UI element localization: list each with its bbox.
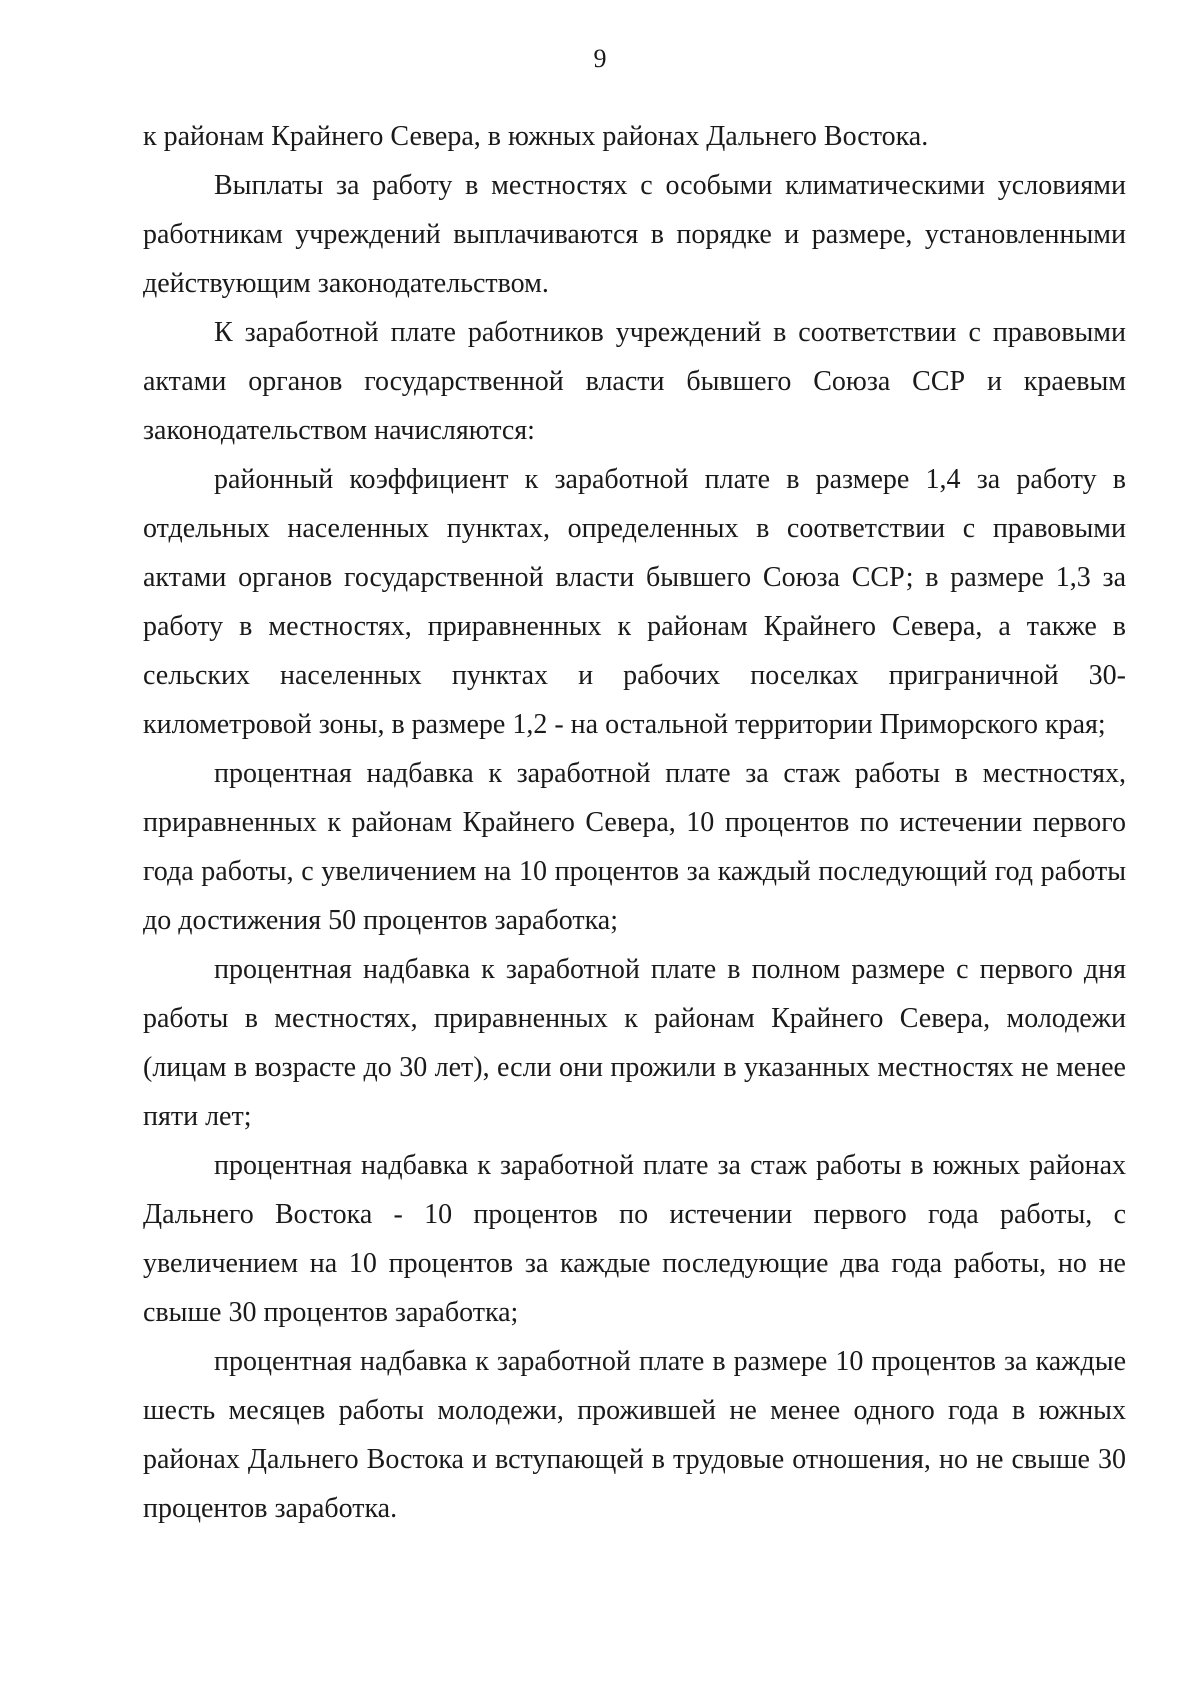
document-body <box>143 112 1126 1533</box>
paragraph-north-seniority-bonus: процентная надбавка к заработной плате за стаж работы в местностях, приравненных к районам Крайнего Севера, 10 процентов по истечении первого года работы, с увеличением на 10 процентов за каждый последующий год работы до достижения 50 процентов заработка; <box>143 758 1126 936</box>
paragraph-accruals-intro: К заработной плате работников учреждений в соответствии с правовыми актами органов государственной власти бывшего Союза ССР и краевым законодательством начисляются: <box>143 317 1126 446</box>
page-number: 9 <box>593 44 607 73</box>
paragraph-continuation: к районам Крайнего Севера, в южных районах Дальнего Востока. <box>143 121 929 152</box>
paragraph-youth-far-east-bonus: процентная надбавка к заработной плате в размере 10 процентов за каждые шесть месяцев работы молодежи, прожившей не менее одного года в южных районах Дальнего Востока и вступающей в трудовые отношения, но не свыше 30 процентов заработка. <box>143 1346 1126 1524</box>
paragraph-far-east-seniority-bonus: процентная надбавка к заработной плате за стаж работы в южных районах Дальнего Востока - 10 процентов по истечении первого года работы, с увеличением на 10 процентов за каждые последующие два года работы, но не свыше 30 процентов заработка; <box>143 1150 1126 1328</box>
paragraph-youth-full-bonus: процентная надбавка к заработной плате в полном размере с первого дня работы в местностях, приравненных к районам Крайнего Севера, молодежи (лицам в возрасте до 30 лет), если они прожили в указанных местностях не менее пяти лет; <box>143 954 1126 1132</box>
paragraph-climate-payments: Выплаты за работу в местностях с особыми климатическими условиями работникам учреждений выплачиваются в порядке и размере, установленными действующим законодательством. <box>143 170 1126 299</box>
paragraph-regional-coefficient: районный коэффициент к заработной плате в размере 1,4 за работу в отдельных населенных пунктах, определенных в соответствии с правовыми актами органов государственной власти бывшего Союза ССР; в размере 1,3 за работу в местностях, приравненных к районам Крайнего Севера, а также в сельских населенных пунктах и рабочих поселках приграничной 30-километровой зоны, в размере 1,2 - на остальной территории Приморского края; <box>143 464 1126 740</box>
